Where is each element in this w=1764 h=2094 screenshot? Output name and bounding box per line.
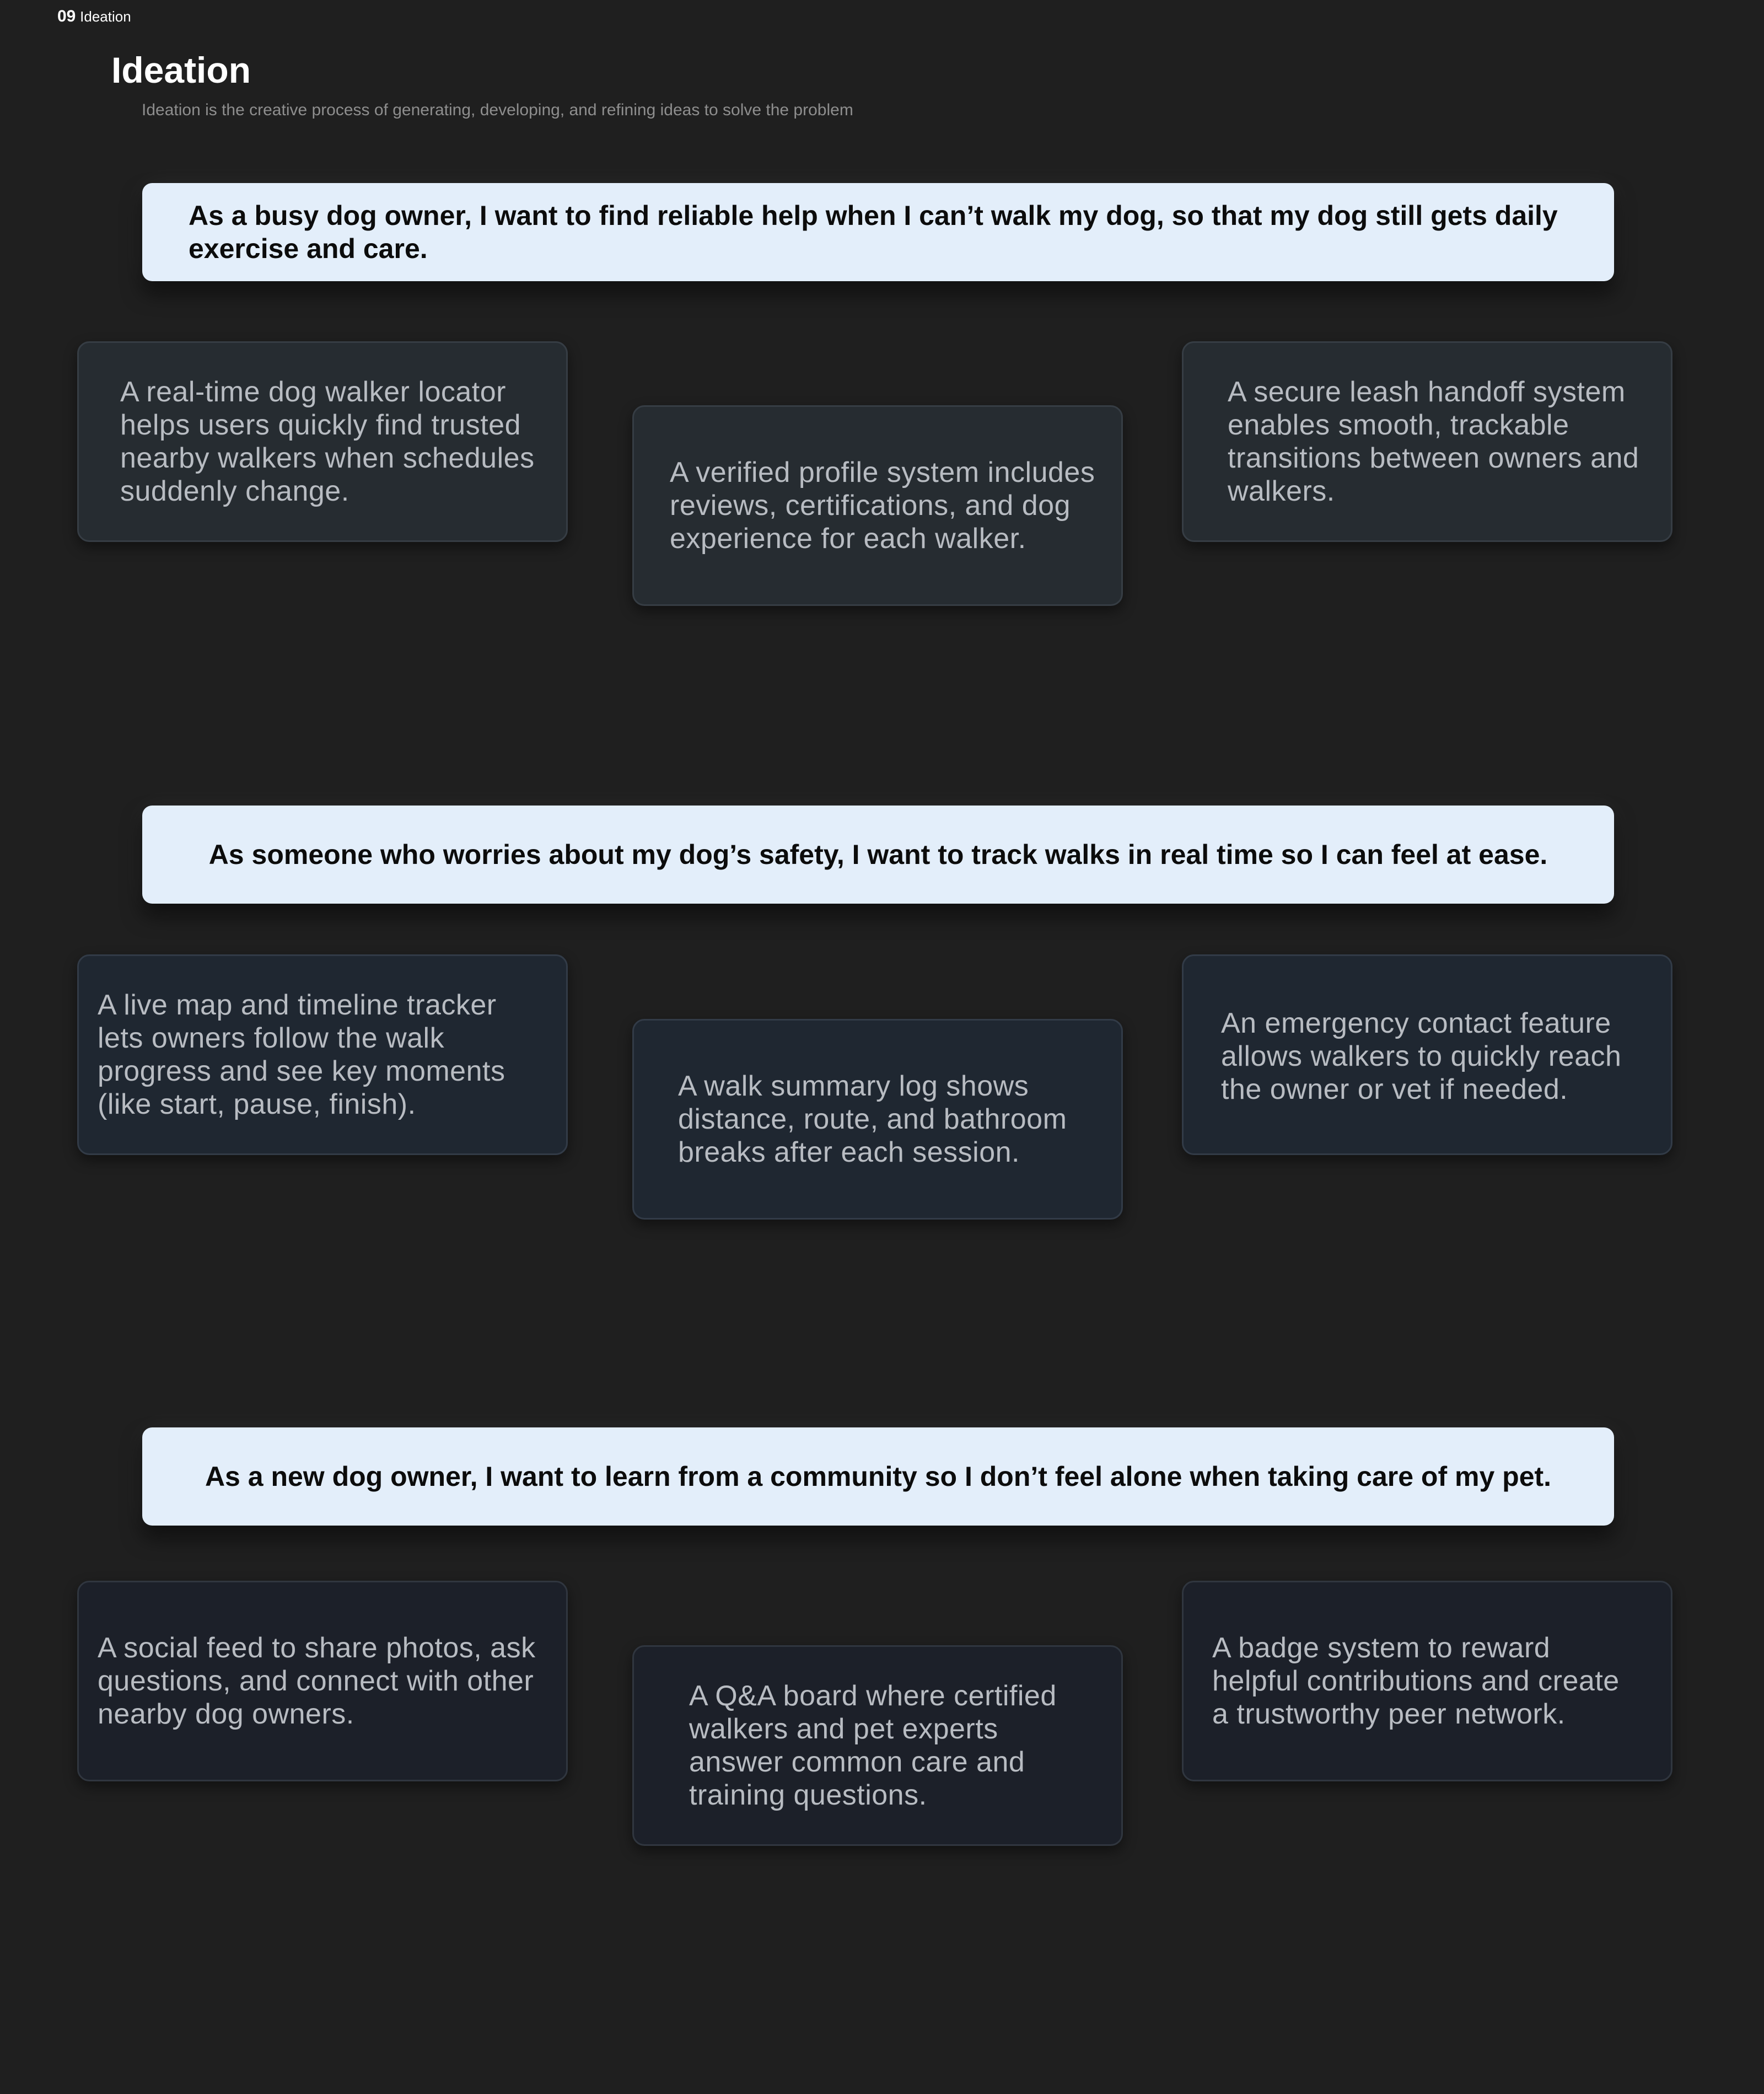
idea-card	[77, 954, 568, 1155]
user-story-text: As someone who worries about my dog’s safety, I want to track walks in real time so I can feel at ease.	[208, 839, 1548, 870]
idea-card	[632, 1019, 1123, 1220]
idea-card	[632, 1645, 1123, 1846]
page-title: Ideation	[111, 50, 251, 90]
idea-text: A real-time dog walker locator helps users quickly find trusted nearby walkers when schedules suddenly change.	[120, 376, 535, 507]
idea-card	[77, 341, 568, 542]
idea-text: A secure leash handoff system enables smooth, trackable transitions between owners and walkers.	[1228, 376, 1639, 507]
idea-text: A verified profile system includes reviews, certifications, and dog experience for each walker.	[670, 457, 1095, 555]
user-story-card	[142, 1427, 1614, 1526]
section-tag	[57, 7, 131, 26]
idea-text: A walk summary log shows distance, route, and bathroom breaks after each session.	[678, 1070, 1067, 1168]
page-subtitle: Ideation is the creative process of generating, developing, and refining ideas to solve the problem	[142, 101, 853, 119]
section-name: Ideation	[80, 8, 131, 25]
idea-card	[1182, 954, 1672, 1155]
user-story-text: As a new dog owner, I want to learn from a community so I don’t feel alone when taking care of my pet.	[205, 1461, 1552, 1492]
idea-card	[1182, 341, 1672, 542]
idea-text: A Q&A board where certified walkers and pet experts answer common care and training questions.	[689, 1680, 1057, 1811]
idea-text: A live map and timeline tracker lets owners follow the walk progress and see key moments (like start, pause, finish).	[98, 989, 505, 1120]
idea-text: A social feed to share photos, ask questions, and connect with other nearby dog owners.	[98, 1632, 536, 1730]
idea-card	[632, 405, 1123, 606]
user-story-card	[142, 183, 1614, 281]
section-number: 09	[57, 7, 76, 25]
user-story-text: As a busy dog owner, I want to find reliable help when I can’t walk my dog, so that my dog still gets daily exercise and care.	[189, 200, 1558, 264]
user-story-card	[142, 806, 1614, 904]
idea-text: An emergency contact feature allows walkers to quickly reach the owner or vet if needed.	[1221, 1007, 1622, 1105]
idea-text: A badge system to reward helpful contributions and create a trustworthy peer network.	[1212, 1632, 1620, 1730]
idea-card	[77, 1581, 568, 1781]
idea-card	[1182, 1581, 1672, 1781]
